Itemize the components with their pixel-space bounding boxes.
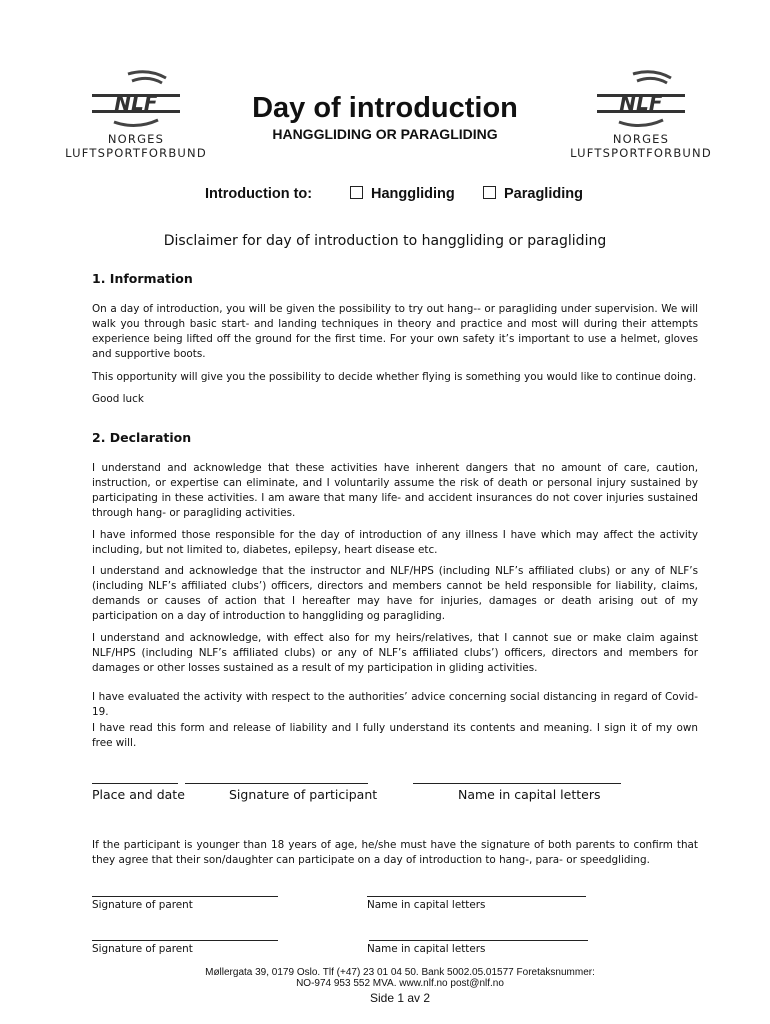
- place-date-line[interactable]: [92, 783, 178, 784]
- page-title: Day of introduction: [252, 92, 518, 124]
- good-luck-text: Good luck: [92, 393, 144, 405]
- declaration-paragraph-claims: I understand and acknowledge, with effect also for my heirs/relatives, that I cannot sue or make claim against NLF/HPS (including NLF’s affiliated clubs) or any of NLF’s affiliated clubs’) officers, directors and members for damages or other losses sustained as a result of my participation in gliding activities.: [92, 632, 698, 674]
- page-number: Side 1 av 2: [369, 991, 431, 1005]
- svg-text:NLF: NLF: [619, 91, 663, 115]
- disclaimer-title: Disclaimer for day of introduction to hanggliding or paragliding: [163, 233, 607, 249]
- declaration-paragraph-illness: I have informed those responsible for the day of introduction of any illness I have which may affect the activity including, but not limited to, diabetes, epilepsy, heart disease etc.: [92, 529, 698, 556]
- participant-name-label: Name in capital letters: [458, 787, 601, 802]
- paragliding-label: Paragliding: [504, 186, 583, 202]
- parent2-name-line[interactable]: [369, 940, 588, 941]
- hanggliding-label: Hanggliding: [371, 186, 455, 202]
- opportunity-paragraph: This opportunity will give you the possibility to decide whether flying is something you would like to continue doing.: [92, 371, 697, 383]
- logo-text-norges: NORGES: [612, 132, 670, 146]
- parent1-name-line[interactable]: [367, 896, 586, 897]
- paragliding-checkbox[interactable]: [483, 186, 496, 199]
- declaration-paragraph-liability: I understand and acknowledge that the instructor and NLF/HPS (including NLF’s affiliated clubs) or any of NLF’s (including NLF’s affiliated clubs’) officers, directors and members cannot be held responsible for liability, claims, demands or causes of action that I hereafter may have for injuries, damages or death arising out of my participation on a day of introduction to hanggliding og paragliding.: [92, 565, 698, 622]
- intro-label: Introduction to:: [205, 186, 313, 202]
- svg-text:NLF: NLF: [114, 91, 158, 115]
- section-declaration-heading: 2. Declaration: [92, 430, 192, 445]
- declaration-paragraph-covid: I have evaluated the activity with respect to the authorities’ advice concerning social distancing in regard of Covid-19.: [92, 691, 698, 718]
- participant-signature-line[interactable]: [185, 783, 368, 784]
- section-information-heading: 1. Information: [92, 271, 193, 286]
- logo-text-luftsportforbund: LUFTSPORTFORBUND: [65, 146, 207, 160]
- footer-address: Møllergata 39, 0179 Oslo. Tlf (+47) 23 01 04 50. Bank 5002.05.01577 Foretaksnummer:: [205, 967, 595, 978]
- information-paragraph: On a day of introduction, you will be given the possibility to try out hang-- or paragliding under supervision. We will walk you through basic start- and landing techniques in theory and practice and most will during their attempts experience being lifted off the ground for the first time. For your own safety it’s important to use a helmet, gloves and supportive boots.: [92, 303, 698, 360]
- declaration-paragraph-risks: I understand and acknowledge that these activities have inherent dangers that no amount of care, caution, instruction, or expertise can eliminate, and I voluntarily assume the risk of death or personal injury sustained by participating in these activities. I am aware that many life- and accident insurances do not cover injuries sustained through hang- or paragliding activities.: [92, 462, 698, 519]
- minor-note: If the participant is younger than 18 years of age, he/she must have the signature of both parents to confirm that they agree that their son/daughter can participate on a day of introduction to hang-, para- or speedgliding.: [92, 839, 698, 866]
- parent2-name-label: Name in capital letters: [367, 943, 486, 955]
- option-hanggliding[interactable]: [350, 186, 455, 202]
- participant-name-line[interactable]: [413, 783, 621, 784]
- page-subtitle: HANGGLIDING OR PARAGLIDING: [272, 126, 498, 142]
- hanggliding-checkbox[interactable]: [350, 186, 363, 199]
- logo-text-luftsportforbund: LUFTSPORTFORBUND: [570, 146, 712, 160]
- parent2-signature-line[interactable]: [92, 940, 278, 941]
- parent1-signature-label: Signature of parent: [92, 899, 193, 911]
- place-date-label: Place and date: [92, 787, 185, 802]
- parent1-name-label: Name in capital letters: [367, 899, 486, 911]
- participant-signature-label: Signature of participant: [229, 787, 378, 802]
- parent2-signature-label: Signature of parent: [92, 943, 193, 955]
- parent1-signature-line[interactable]: [92, 896, 278, 897]
- footer-contact: NO-974 953 552 MVA. www.nlf.no post@nlf.no: [296, 978, 504, 989]
- declaration-paragraph-consent: I have read this form and release of liability and I fully understand its contents and meaning. I sign it of my own free will.: [92, 722, 698, 749]
- option-paragliding[interactable]: [483, 186, 583, 202]
- logo-text-norges: NORGES: [107, 132, 165, 146]
